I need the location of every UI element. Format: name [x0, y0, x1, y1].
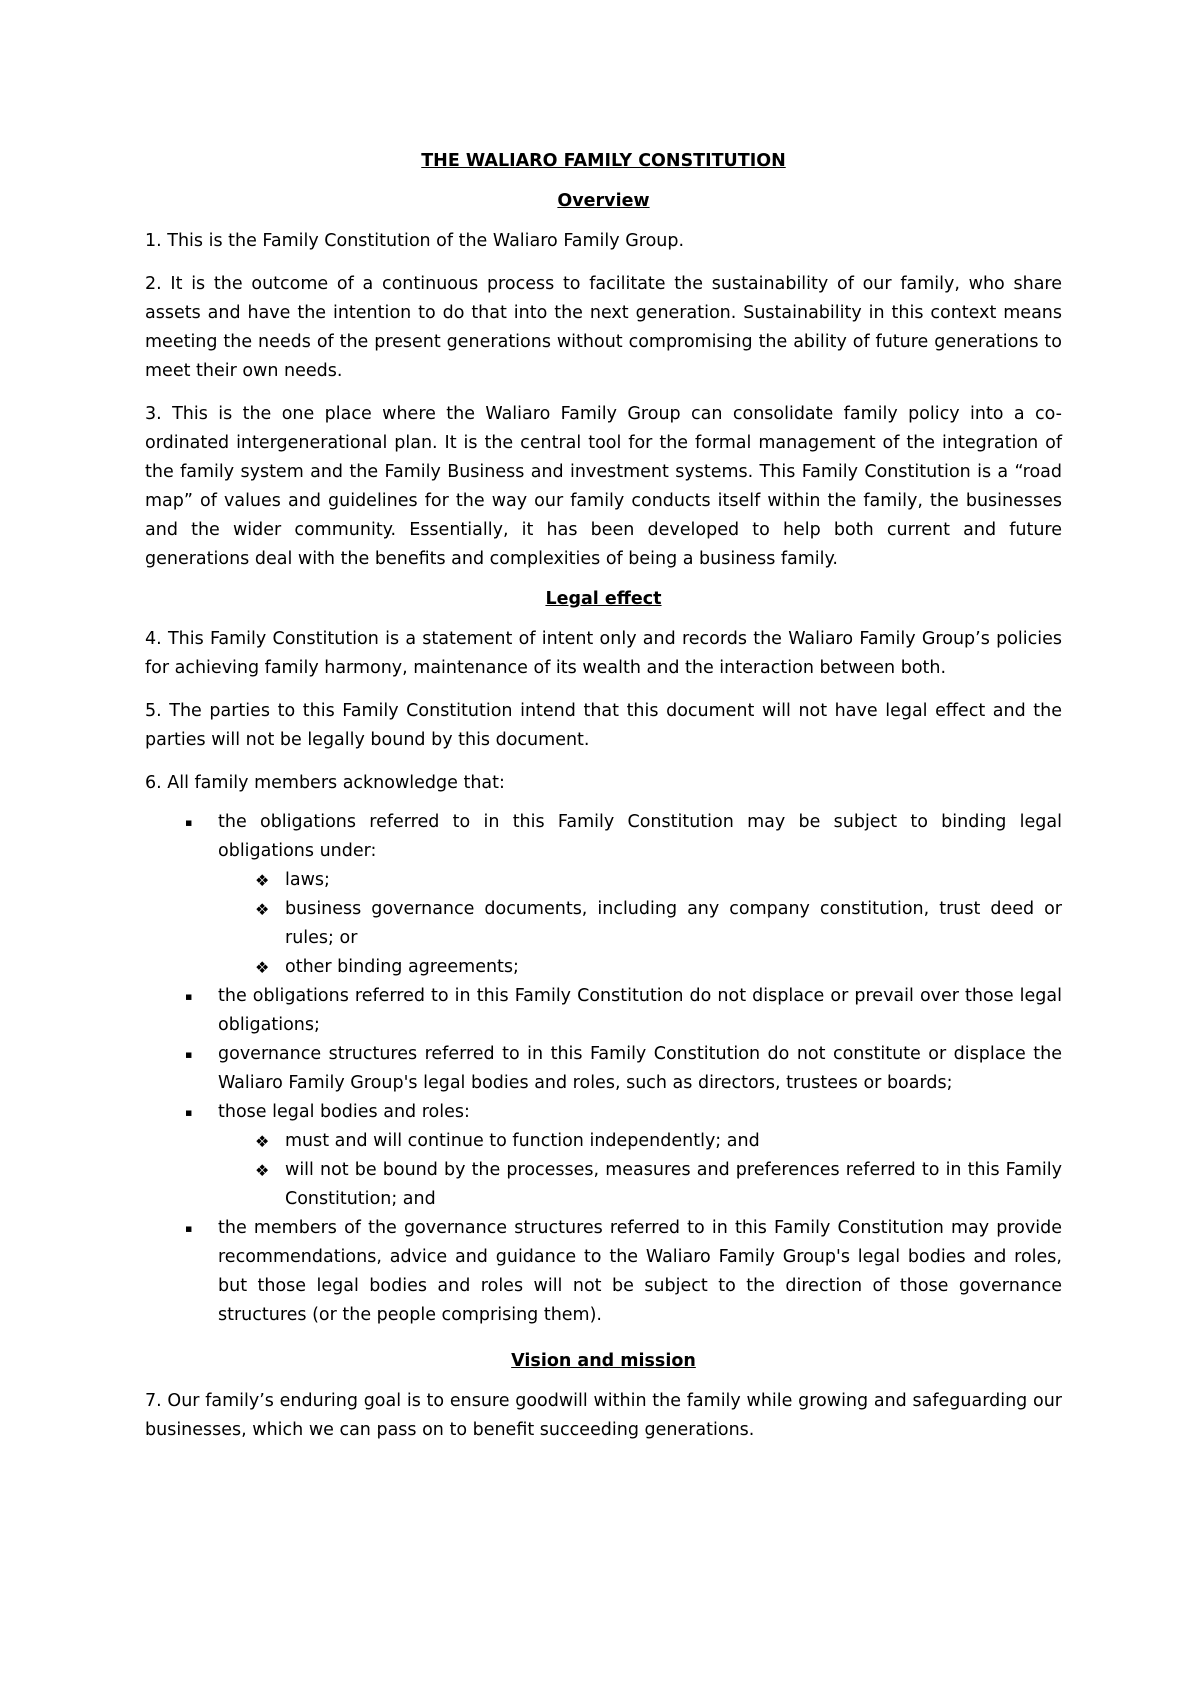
diamond-bullet-icon: ❖	[255, 900, 270, 919]
document-title: THE WALIARO FAMILY CONSTITUTION	[421, 151, 786, 171]
sub-list-item	[255, 866, 1062, 895]
sub-list-item-text: will not be bound by the processes, measures and preferences referred to in this Family Constitution; and	[285, 1160, 1062, 1209]
heading-legal-effect: Legal effect	[545, 589, 662, 609]
square-bullet-icon: ▪	[185, 816, 193, 829]
list-item	[145, 1040, 1062, 1098]
paragraph-3: 3. This is the one place where the Waliaro Family Group can consolidate family policy into a co-ordinated intergenerational plan. It is the central tool for the formal management of the integration of the family system and the Family Business and investment systems. This Family Constitution is a “road map” of values and guidelines for the way our family conducts itself within the family, the businesses and the wider community. Essentially, it has been developed to help both current and future generations deal with the benefits and complexities of being a business family.	[145, 404, 1062, 569]
list-item-text: those legal bodies and roles:	[218, 1102, 470, 1122]
sub-list	[218, 1127, 1062, 1214]
square-bullet-icon: ▪	[185, 1106, 193, 1119]
list-item-text: the members of the governance structures referred to in this Family Constitution may provide recommendations, advice and guidance to the Waliaro Family Group's legal bodies and roles, but those legal bodies and roles will not be subject to the direction of those governance structures (or the people comprising them).	[218, 1218, 1062, 1325]
sub-list	[218, 866, 1062, 982]
spacer	[145, 1330, 1062, 1350]
square-bullet-icon: ▪	[185, 990, 193, 1003]
diamond-bullet-icon: ❖	[255, 1132, 270, 1151]
square-bullet-icon: ▪	[185, 1222, 193, 1235]
sub-list-item	[255, 1156, 1062, 1214]
heading-vision-and-mission: Vision and mission	[511, 1351, 696, 1371]
paragraph-4: 4. This Family Constitution is a statement of intent only and records the Waliaro Family Group’s policies for achieving family harmony, maintenance of its wealth and the interaction between both.	[145, 629, 1062, 678]
sub-list-item-text: laws;	[285, 870, 330, 890]
sub-list-item	[255, 1127, 1062, 1156]
heading-overview: Overview	[557, 191, 650, 211]
list-item-text: the obligations referred to in this Family Constitution may be subject to binding legal obligations under:	[218, 812, 1062, 861]
acknowledgement-list	[145, 808, 1062, 1330]
paragraph-7: 7. Our family’s enduring goal is to ensure goodwill within the family while growing and safeguarding our businesses, which we can pass on to benefit succeeding generations.	[145, 1391, 1062, 1440]
list-item	[145, 1098, 1062, 1214]
diamond-bullet-icon: ❖	[255, 871, 270, 890]
list-item	[145, 1214, 1062, 1330]
list-item-text: the obligations referred to in this Family Constitution do not displace or prevail over those legal obligations;	[218, 986, 1062, 1035]
paragraph-1: 1. This is the Family Constitution of the Waliaro Family Group.	[145, 231, 685, 251]
sub-list-item-text: must and will continue to function independently; and	[285, 1131, 760, 1151]
diamond-bullet-icon: ❖	[255, 1161, 270, 1180]
square-bullet-icon: ▪	[185, 1048, 193, 1061]
list-item	[145, 808, 1062, 982]
sub-list-item	[255, 953, 1062, 982]
paragraph-5: 5. The parties to this Family Constitution intend that this document will not have legal effect and the parties will not be legally bound by this document.	[145, 701, 1062, 750]
paragraph-2: 2. It is the outcome of a continuous process to facilitate the sustainability of our family, who share assets and have the intention to do that into the next generation. Sustainability in this context means meeting the needs of the present generations without compromising the ability of future generations to meet their own needs.	[145, 274, 1062, 381]
paragraph-6: 6. All family members acknowledge that:	[145, 773, 505, 793]
sub-list-item-text: other binding agreements;	[285, 957, 519, 977]
list-item-text: governance structures referred to in this Family Constitution do not constitute or displace the Waliaro Family Group's legal bodies and roles, such as directors, trustees or boards;	[218, 1044, 1062, 1093]
sub-list-item-text: business governance documents, including any company constitution, trust deed or rules; or	[285, 899, 1062, 948]
sub-list-item	[255, 895, 1062, 953]
diamond-bullet-icon: ❖	[255, 958, 270, 977]
list-item	[145, 982, 1062, 1040]
